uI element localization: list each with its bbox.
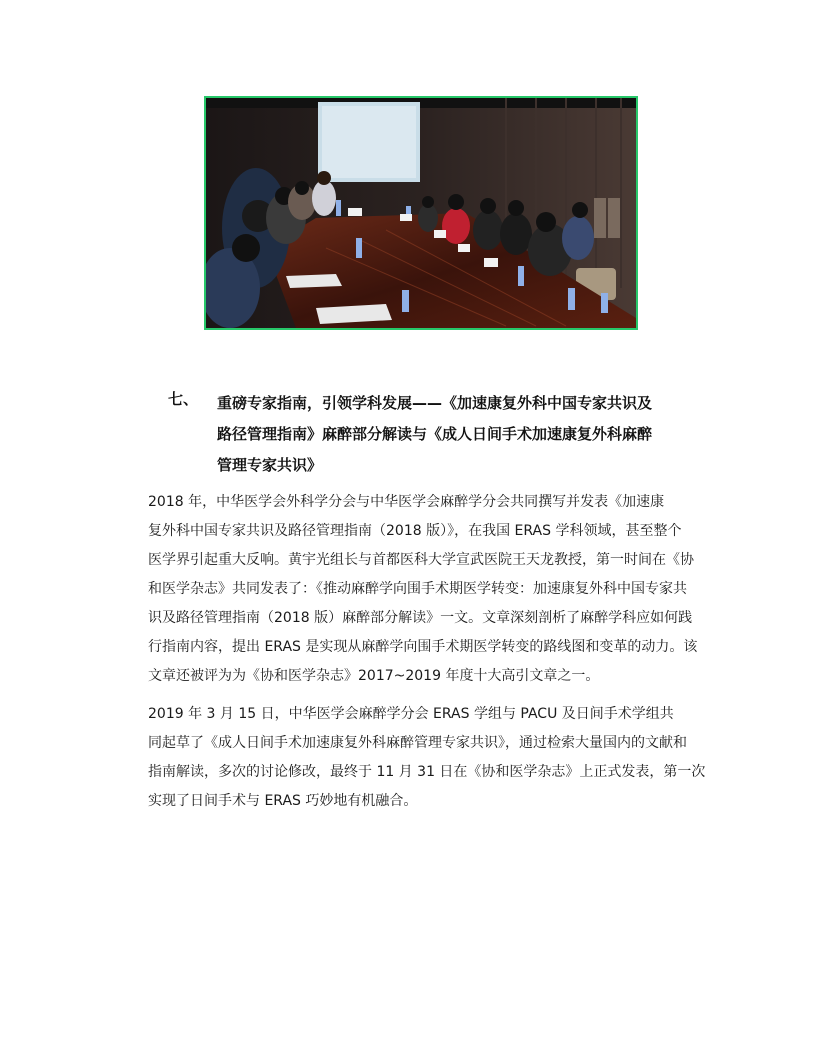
paragraph-line: 实现了日间手术与 ERAS 巧妙地有机融合。 [148, 793, 418, 809]
paragraph-line: 指南解读，多次的讨论修改，最终于 11 月 31 日在《协和医学杂志》上正式发表，第一次 [148, 764, 706, 780]
heading-line: 重磅专家指南，引领学科发展——《加速康复外科中国专家共识及 [217, 394, 653, 412]
paragraph-line: 行指南内容，提出 ERAS 是实现从麻醉学向围手术期医学转变的路线图和变革的动力。该 [148, 639, 698, 655]
paragraph-2 [148, 700, 706, 816]
paragraph-line: 和医学杂志》共同发表了：《推动麻醉学向围手术期医学转变：加速康复外科中国专家共 [148, 581, 687, 597]
paragraph-1 [148, 488, 698, 691]
meeting-photo-illustration [206, 98, 636, 328]
paragraph-line: 文章还被评为为《协和医学杂志》2017~2019 年度十大高引文章之一。 [148, 668, 600, 684]
section-heading [217, 388, 697, 481]
meeting-photo [204, 96, 638, 330]
heading-line: 管理专家共识》 [217, 456, 323, 474]
paragraph-line: 2019 年 3 月 15 日，中华医学会麻醉学分会 ERAS 学组与 PACU 及日间手术学组共 [148, 706, 674, 722]
heading-line: 路径管理指南》麻醉部分解读与《成人日间手术加速康复外科麻醉 [217, 425, 653, 443]
paragraph-line: 识及路径管理指南（2018 版）麻醉部分解读》一文。文章深刻剖析了麻醉学科应如何践 [148, 610, 693, 626]
paragraph-line: 同起草了《成人日间手术加速康复外科麻醉管理专家共识》，通过检索大量国内的文献和 [148, 735, 687, 751]
section-number: 七、 [168, 390, 199, 408]
paragraph-line: 2018 年，中华医学会外科学分会与中华医学会麻醉学分会共同撰写并发表《加速康 [148, 494, 665, 510]
paragraph-line: 医学界引起重大反响。黄宇光组长与首都医科大学宣武医院王天龙教授，第一时间在《协 [148, 552, 694, 568]
paragraph-line: 复外科中国专家共识及路径管理指南（2018 版）》，在我国 ERAS 学科领域，甚至整个 [148, 523, 682, 539]
